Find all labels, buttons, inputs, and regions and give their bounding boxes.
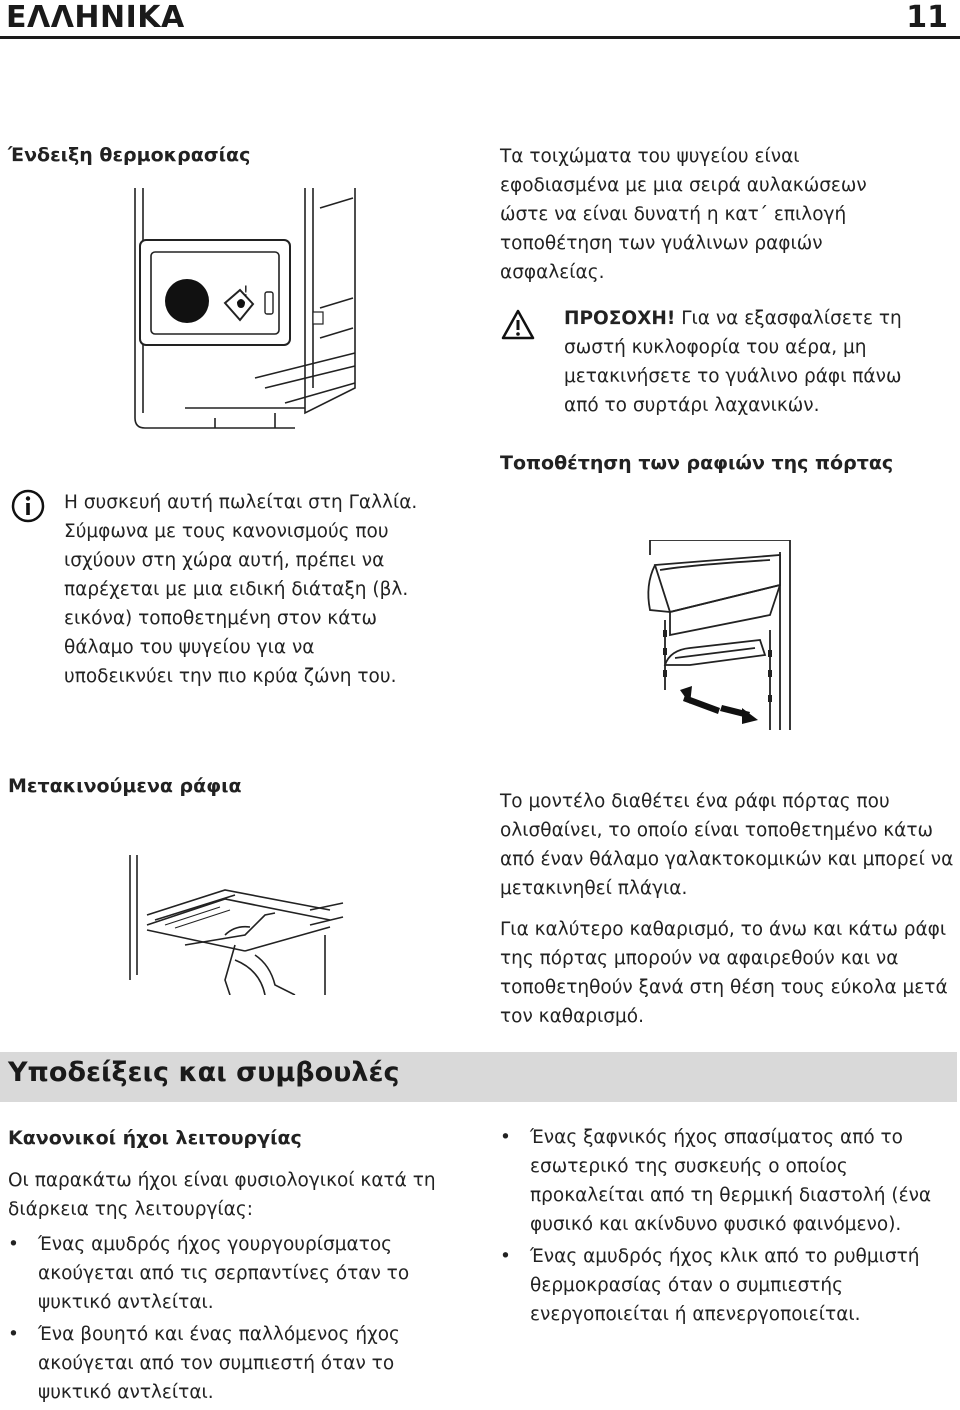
svg-text:!: ! — [243, 284, 249, 300]
indicator-dot — [165, 279, 209, 323]
normal-sounds-heading: Κανονικοί ήχοι λειτουργίας — [8, 1127, 302, 1149]
door-shelf-illustration — [630, 540, 795, 735]
list-item: • Ένας αμυδρός ήχος κλικ από το ρυθμιστή θερμοκρασίας όταν ο συμπιεστής ενεργοποιείται ή απενεργοποιείται. — [500, 1242, 955, 1329]
info-icon — [10, 488, 46, 524]
warning-body: Για να εξασφαλίσετε τη σωστή κυκλοφορία του αέρα, μη μετακινήσετε το γυάλινο ράφι πάνω από το συρτάρι λαχανικών. — [564, 308, 902, 416]
temperature-indicator-heading: Ένδειξη θερμοκρασίας — [8, 144, 251, 166]
movable-shelves-figure — [125, 855, 345, 995]
warning-label: ΠΡΟΣΟΧΗ! — [564, 308, 676, 329]
france-note-text: Η συσκευή αυτή πωλείται στη Γαλλία. Σύμφωνα με τους κανονισμούς που ισχύουν στη χώρα αυτή, πρέπει να παρέχεται με μια ειδική διάταξη (βλ. εικόνα) τοποθετημένη στον κάτω θάλαμο του ψυγείου για να υποδεικνύει την πιο κρύα ζώνη του. — [64, 492, 418, 687]
list-item: • Ένας ξαφνικός ήχος σπασίματος από το εσωτερικό της συσκευής ο οποίος προκαλείται από τη θερμική διαστολή (ένα φυσικό και ακίνδυνο φυσικό φαινόμενο). — [500, 1123, 955, 1239]
walls-grooves-text: Τα τοιχώματα του ψυγείου είναι εφοδιασμένα με μια σειρά αυλακώσεων ώστε να είναι δυνατή η κατ΄ επιλογή τοποθέτηση των γυάλινων ραφιών ασφαλείας. — [500, 146, 867, 283]
indicator-device — [140, 240, 290, 345]
door-shelf-clean-text: Για καλύτερο καθαρισμό, το άνω και κάτω ράφι της πόρτας μπορούν να αφαιρεθούν και να τοποθετηθούν ξανά στη θέση τους εύκολα μετά τον καθαρισμό. — [500, 919, 948, 1027]
shelf-with-hand-illustration — [125, 855, 345, 995]
movable-shelves-heading: Μετακινούμενα ράφια — [8, 775, 242, 797]
left-sounds-list — [8, 1230, 453, 1407]
warning-triangle-icon — [500, 308, 536, 342]
door-shelves-heading: Τοποθέτηση των ραφιών της πόρτας — [500, 452, 894, 474]
tips-section-title: Υποδείξεις και συμβουλές — [8, 1057, 400, 1088]
normal-sounds-intro: Οι παρακάτω ήχοι είναι φυσιολογικοί κατά τη διάρκεια της λειτουργίας: — [8, 1170, 436, 1220]
tips-right-column — [500, 1123, 955, 1332]
section-language-title: ΕΛΛΗΝΙΚΑ — [6, 0, 185, 35]
slide-arrows — [680, 686, 758, 724]
page-number: 11 — [906, 0, 948, 35]
temperature-indicator-figure — [125, 188, 370, 433]
door-shelves-text — [500, 787, 955, 1043]
right-sounds-list — [500, 1123, 955, 1329]
door-shelf-slide-text: Το μοντέλο διαθέτει ένα ράφι πόρτας που ολισθαίνει, το οποίο είναι τοποθετημένο κάτω από έναν θάλαμο γαλακτοκομικών και μπορεί να μετακινηθεί πλάγια. — [500, 791, 954, 899]
list-item: • Ένα βουητό και ένας παλλόμενος ήχος ακούγεται από τον συμπιεστή όταν το ψυκτικό αντλείται. — [8, 1320, 453, 1407]
door-shelves-figure — [630, 540, 795, 735]
list-item: • Ένας αμυδρός ήχος γουργουρίσματος ακούγεται από τις σερπαντίνες όταν το ψυκτικό αντλείται. — [8, 1230, 453, 1317]
tips-left-column — [8, 1166, 453, 1410]
warning-text — [564, 304, 924, 420]
fridge-interior-illustration — [125, 188, 370, 433]
header-rule — [0, 36, 960, 39]
